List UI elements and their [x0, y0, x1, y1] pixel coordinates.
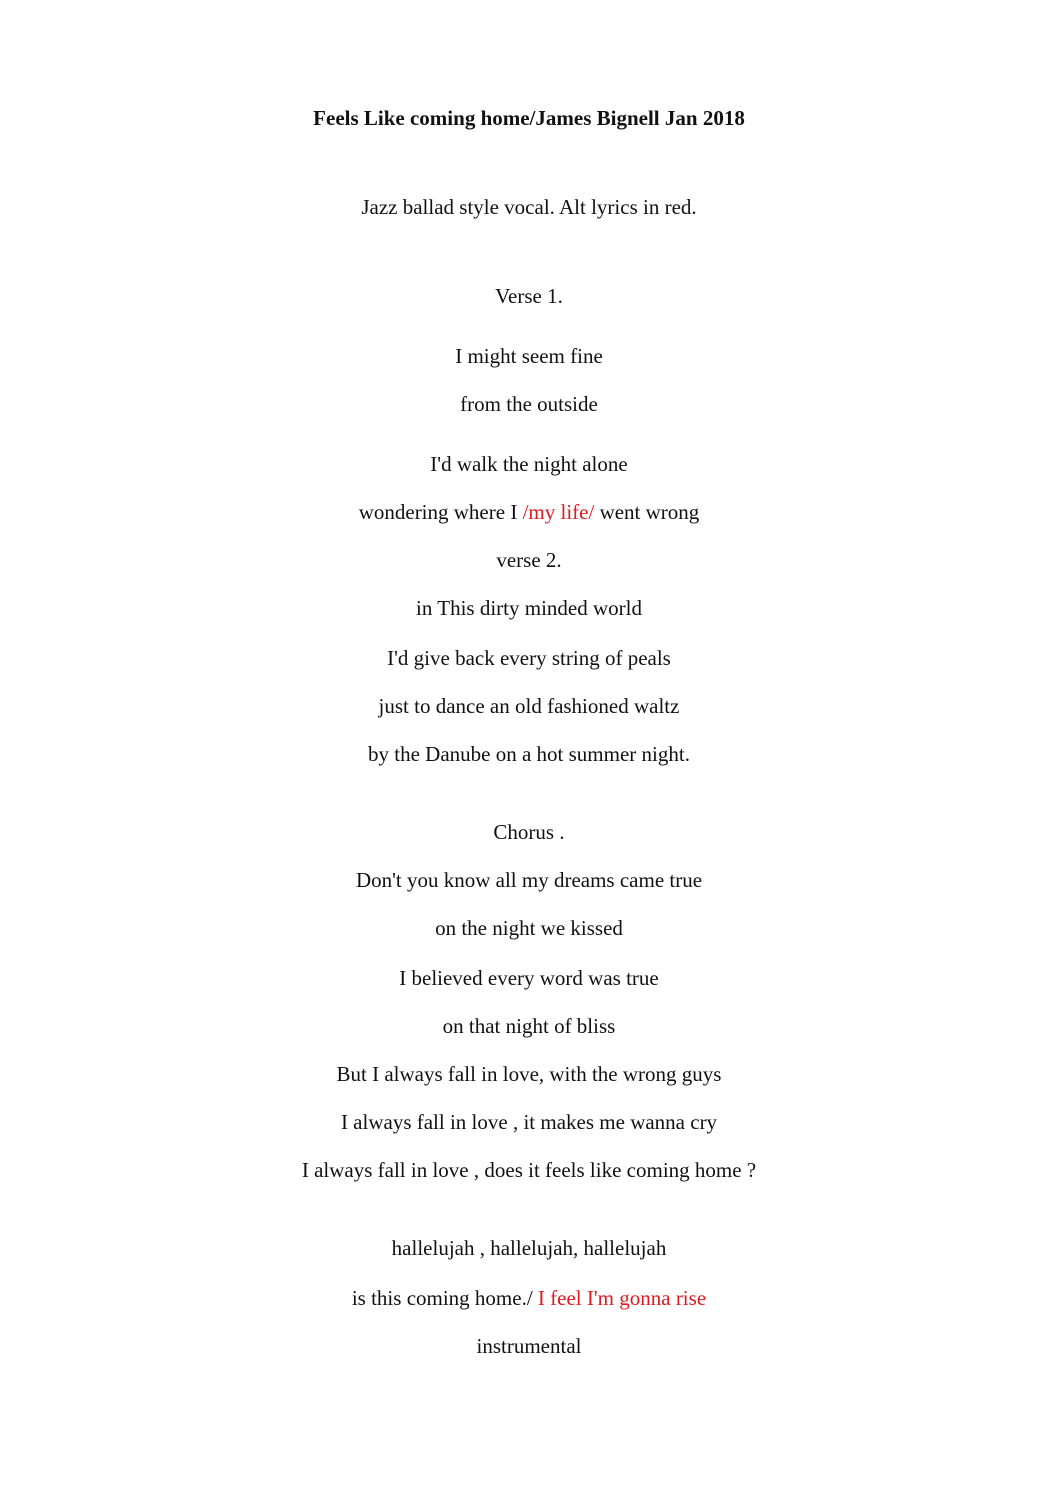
verse1-line-3: I'd walk the night alone [430, 452, 628, 476]
verse1-line-1: I might seem fine [455, 344, 603, 368]
outro-line-2-before: is this coming home./ [351, 1286, 538, 1310]
chorus-line-6: I always fall in love , it makes me wanna cry [340, 1110, 718, 1134]
chorus-line-4: on that night of bliss [442, 1014, 616, 1038]
verse2-line-1: in This dirty minded world [416, 596, 642, 620]
chorus-line-2: on the night we kissed [435, 916, 623, 940]
verse1-alt-lyric: /my life/ [522, 500, 595, 524]
verse1-heading: Verse 1. [495, 284, 563, 308]
verse2-line-3: just to dance an old fashioned waltz [378, 694, 680, 718]
document-title: Feels Like coming home/James Bignell Jan 2018 [313, 106, 745, 130]
verse2-line-4: by the Danube on a hot summer night. [368, 742, 690, 766]
verse1-line-4-before: wondering where I [358, 500, 523, 524]
outro-alt-lyric: I feel I'm gonna rise [537, 1286, 707, 1310]
verse2-heading: verse 2. [496, 548, 562, 572]
chorus-line-5: But I always fall in love, with the wrong guys [336, 1062, 722, 1086]
verse1-line-4-after: went wrong [594, 500, 700, 524]
verse1-line-2: from the outside [460, 392, 598, 416]
verse1-line-4 [0, 499, 1058, 525]
outro-line-1: hallelujah , hallelujah, hallelujah [391, 1236, 667, 1260]
chorus-line-1: Don't you know all my dreams came true [355, 868, 703, 892]
chorus-heading: Chorus . [493, 820, 565, 844]
chorus-line-7: I always fall in love , does it feels like coming home ? [301, 1158, 757, 1182]
style-note: Jazz ballad style vocal. Alt lyrics in red. [361, 195, 697, 219]
chorus-line-3: I believed every word was true [399, 966, 659, 990]
outro-line-2 [0, 1285, 1058, 1311]
verse2-line-2: I'd give back every string of peals [387, 646, 671, 670]
outro-line-3: instrumental [476, 1334, 582, 1358]
